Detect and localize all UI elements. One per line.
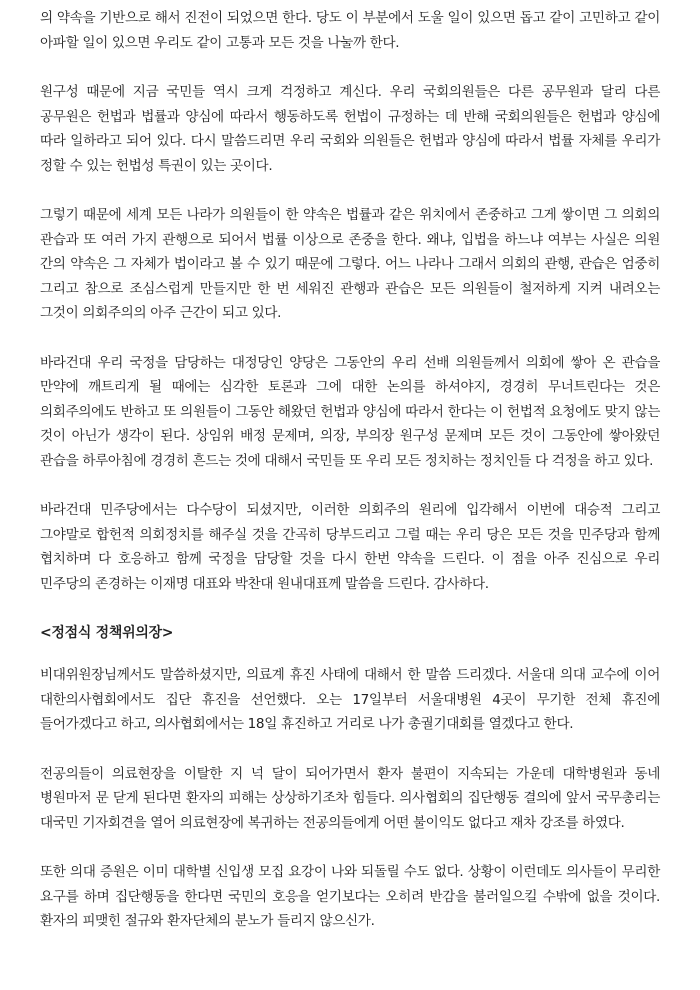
paragraph: 또한 의대 증원은 이미 대학별 신입생 모집 요강이 나와 되돌릴 수도 없다. 상황이 이런데도 의사들이 무리한 요구를 하며 집단행동을 한다면 국민의 호응을 얻기보다는 오히려 반감을 불러일으킬 수밖에 없을 것이다. 환자의 피맺힌 절규와 환자단체의 분노가 들리지 않으신가. [40, 864, 660, 929]
paragraph: 비대위원장님께서도 말씀하셨지만, 의료계 휴진 사태에 대해서 한 말씀 드리겠다. 서울대 의대 교수에 이어 대한의사협회에서도 집단 휴진을 선언했다. 오는 17일부터 서울대병원 4곳이 무기한 전체 휴진에 들어가겠다고 하고, 의사협회에서는 18일 휴진하고 거리로 나가 총궐기대회를 열겠다고 한다. [40, 667, 660, 732]
paragraph: 전공의들이 의료현장을 이탈한 지 넉 달이 되어가면서 환자 불편이 지속되는 가운데 대학병원과 동네 병원마저 문 닫게 된다면 환자의 피해는 상상하기조차 힘들다. 의사협회의 집단행동 결의에 앞서 국무총리는 대국민 기자회견을 열어 의료현장에 복귀하는 전공의들에게 어떤 불이익도 없다고 재차 강조를 하였다. [40, 765, 660, 831]
paragraph: 바라건대 우리 국정을 담당하는 대정당인 양당은 그동안의 우리 선배 의원들께서 의회에 쌓아 온 관습을 만약에 깨트리게 될 때에는 심각한 토론과 그에 대한 논의를 하셔야지, 경경히 무너트린다는 것은 의회주의에도 반하고 또 의원들이 그동안 해왔던 헌법과 양심에 따라서 한다는 이 헌법적 요청에도 맞지 않는 것이 아닌가 생각이 된다. 상임위 배정 문제며, 의장, 부의장 원구성 문제며 모든 것이 그동안에 쌓아왔던 관습을 하루아침에 경경히 흔드는 것에 대해서 국민들 또 우리 모든 정치하는 정치인들 다 걱정을 하고 있다. [40, 354, 660, 469]
paragraph: 원구성 때문에 지금 국민들 역시 크게 걱정하고 계신다. 우리 국회의원들은 다른 공무원과 달리 다른 공무원은 헌법과 법률과 양심에 따라서 행동하도록 헌법이 규정하는 데 반해 국회의원들은 헌법과 양심에 따라 일하라고 되어 있다. 다시 말씀드리면 우리 국회와 의원들은 헌법과 양심에 따라서 법률 자체를 우리가 정할 수 있는 헌법성 특권이 있는 곳이다. [40, 84, 660, 174]
paragraph: 바라건대 민주당에서는 다수당이 되셨지만, 이러한 의회주의 원리에 입각해서 이번에 대승적 그리고 그야말로 합헌적 의회정치를 해주실 것을 간곡히 당부드리고 그럴 때는 우리 당은 모든 것을 민주당과 함께 협치하며 다 호응하고 함께 국정을 담당할 것을 다시 한번 약속을 드린다. 이 점을 아주 진심으로 우리 민주당의 존경하는 이재명 대표와 박찬대 원내대표께 말씀을 드린다. 감사하다. [40, 502, 661, 592]
paragraph: 그렇기 때문에 세계 모든 나라가 의원들이 한 약속은 법률과 같은 위치에서 존중하고 그게 쌓이면 그 의회의 관습과 또 여러 가지 관행으로 되어서 법률 이상으로 존중을 한다. 왜냐, 입법을 하느냐 여부는 사실은 의원 간의 약속은 그 자체가 법이라고 볼 수 있기 때문에 그렇다. 어느 나라나 그래서 의회의 관행, 관습은 엄중히 그리고 참으로 조심스럽게 만들지만 한 번 세워진 관행과 관습은 모든 의원들이 철저하게 지켜 내려오는 그것이 의회주의의 아주 근간이 되고 있다. [40, 207, 660, 321]
paragraph: 의 약속을 기반으로 해서 진전이 되었으면 한다. 당도 이 부분에서 도울 일이 있으면 돕고 같이 고민하고 같이 아파할 일이 있으면 우리도 같이 고통과 모든 것을 나눌까 한다. [40, 10, 660, 51]
speaker-heading: <정점식 정책위의장> [40, 625, 174, 641]
